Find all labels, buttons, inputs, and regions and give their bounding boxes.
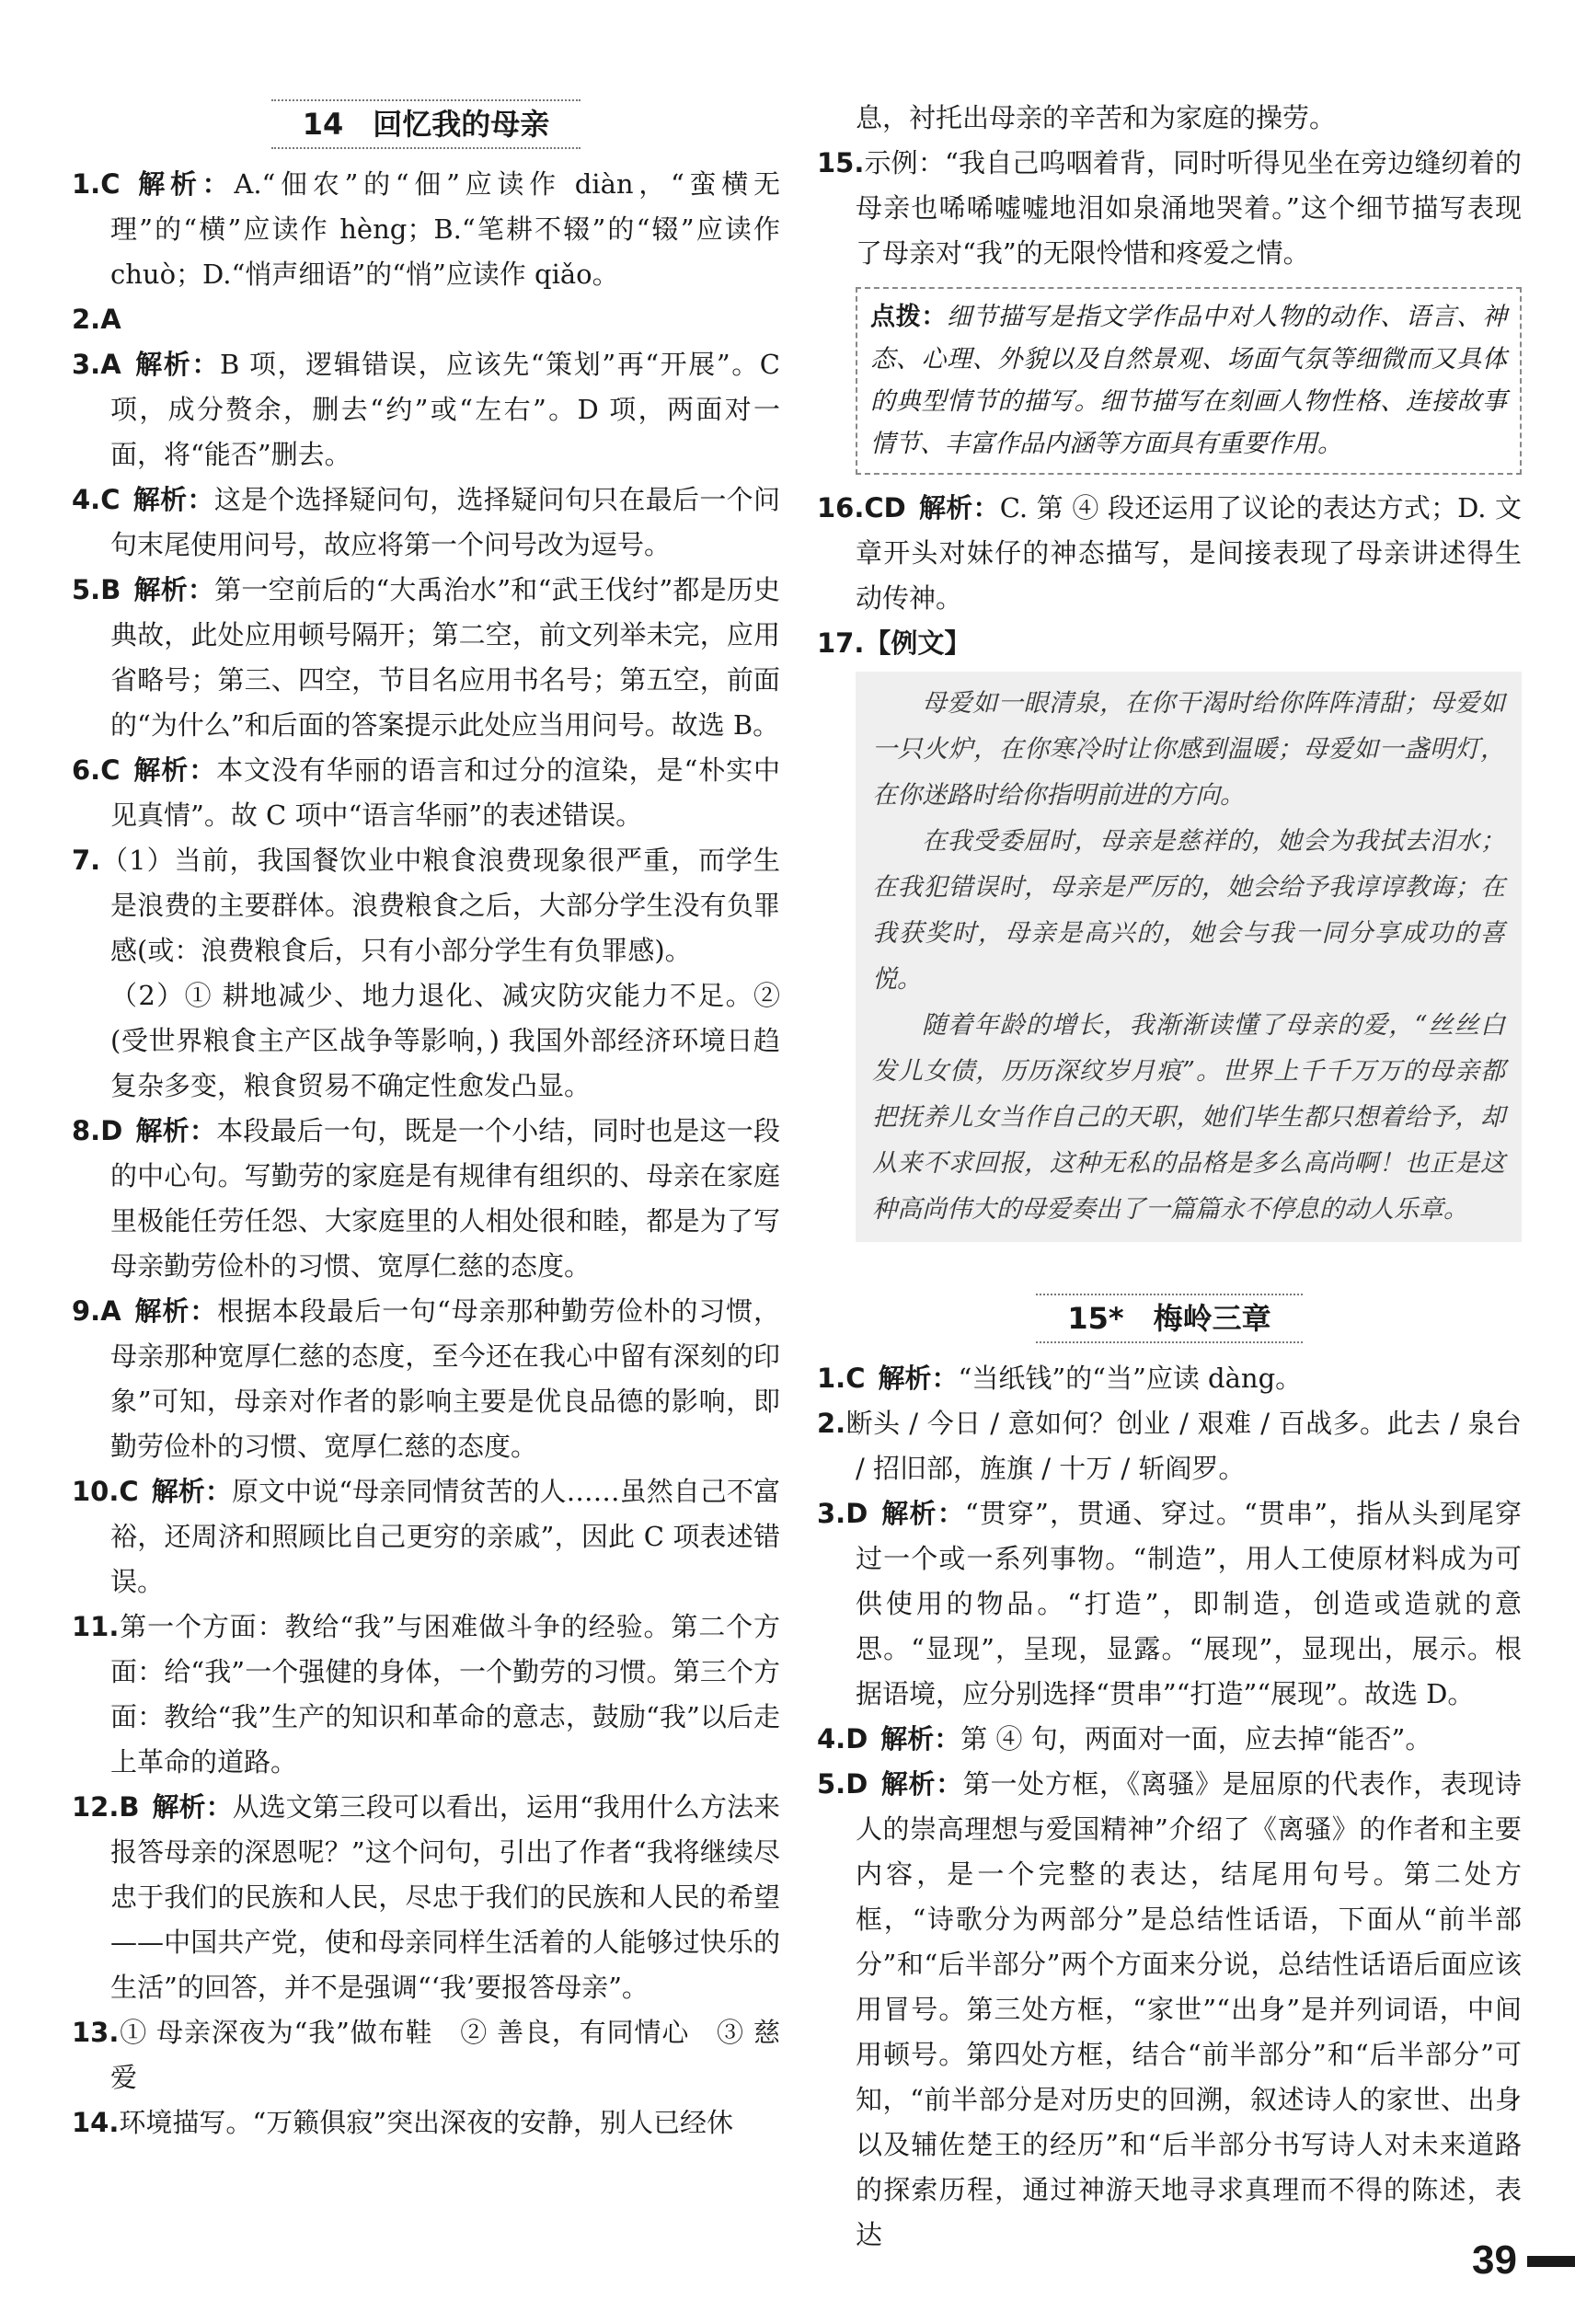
answer-item-13: 13.① 母亲深夜为“我”做布鞋 ② 善良，有同情心 ③ 慈爱 <box>72 2017 780 2093</box>
section-title-14: 14 回忆我的母亲 <box>271 99 581 149</box>
answer-item-9: 9.A 解析：根据本段最后一句“母亲那种勤劳俭朴的习惯，母亲那种宽厚仁慈的态度，至今还在我心中留有深刻的印象”可知，母亲对作者的影响主要是优良品德的影响，即勤劳俭朴的习惯、宽厚仁慈的态度。 <box>72 1295 780 1462</box>
answer-item-15-1: 1.C 解析：“当纸钱”的“当”应读 dàng。 <box>817 1363 1303 1394</box>
answer-item-3: 3.A 解析：B 项，逻辑错误，应该先“策划”再“开展”。C 项，成分赘余，删去“约”或“左右”。D 项，两面对一面，将“能否”删去。 <box>72 349 780 470</box>
answer-item-15-3: 3.D 解析：“贯穿”，贯通、穿过。“贯串”，指从头到尾穿过一个或一系列事物。“制造”，用人工使原材料成为可供使用的物品。“打造”，即制造，创造或造就的意思。“显现”，呈现，显露。“展现”，显现出，展示。根据语境，应分别选择“贯串”“打造”“展现”。故选 D。 <box>817 1498 1522 1709</box>
page-number: 39 <box>1472 2238 1517 2283</box>
tip-text: 细节描写是指文学作品中对人物的动作、语言、神态、心理、外貌以及自然景观、场面气氛等细微而又具体的典型情节的描写。细节描写在刻画人物性格、连接故事情节、丰富作品内涵等方面具有重要作用。 <box>870 303 1507 458</box>
answer-item-7: 7.（1）当前，我国餐饮业中粮食浪费现象很严重，而学生是浪费的主要群体。浪费粮食之后，大部分学生没有负罪感(或：浪费粮食后，只有小部分学生有负罪感)。 <box>72 845 780 966</box>
answer-item-16: 16.CD 解析：C. 第 ④ 段还运用了议论的表达方式；D. 文章开头对妹仔的神态描写，是间接表现了母亲讲述得生动传神。 <box>817 492 1522 614</box>
essay-paragraph: 随着年龄的增长，我渐渐读懂了母亲的爱，“丝丝白发儿女债，历历深纹岁月痕”。世界上千千万万的母亲都把抚养儿女当作自己的天职，她们毕生都只想着给予，却从来不求回报，这种无私的品格是多么高尚啊！也正是这种高尚伟大的母爱奏出了一篇篇永不停息的动人乐章。 <box>872 1011 1505 1224</box>
essay-paragraph: 母爱如一眼清泉，在你干渴时给你阵阵清甜；母爱如一只火炉，在你寒冷时让你感到温暖；母爱如一盏明灯，在你迷路时给你指明前进的方向。 <box>872 689 1505 810</box>
section-title-15: 15* 梅岭三章 <box>1036 1294 1302 1343</box>
sample-essay <box>856 672 1522 1242</box>
answer-item-14: 14.环境描写。“万籁俱寂”突出深夜的安静，别人已经休 <box>72 2107 734 2138</box>
answer-item-5: 5.B 解析：第一空前后的“大禹治水”和“武王伐纣”都是历史典故，此处应用顿号隔开；第二空，前文列举未完，应用省略号；第三、四空，节目名应用书名号；第五空，前面的“为什么”和后面的答案提示此处应当用问号。故选 B。 <box>72 574 780 741</box>
answer-item-7-part-2: （2）① 耕地减少、地力退化、减灾防灾能力不足。② (受世界粮食主产区战争等影响，) 我国外部经济环境日趋复杂多变，粮食贸易不确定性愈发凸显。 <box>110 980 780 1101</box>
page-number-bar <box>1527 2256 1575 2267</box>
answer-item-2: 2.A <box>72 304 121 335</box>
essay-paragraph: 在我受委屈时，母亲是慈祥的，她会为我拭去泪水；在我犯错误时，母亲是严厉的，她会给予我谆谆教诲；在我获奖时，母亲是高兴的，她会与我一同分享成功的喜悦。 <box>872 827 1505 994</box>
answer-item-17: 17.【例文】 <box>817 627 971 659</box>
answer-item-11: 11.第一个方面：教给“我”与困难做斗争的经验。第二个方面：给“我”一个强健的身体，一个勤劳的习惯。第三个方面：教给“我”生产的知识和革命的意志，鼓励“我”以后走上革命的道路。 <box>72 1611 780 1778</box>
right-column <box>817 96 1522 2258</box>
answer-item-10: 10.C 解析：原文中说“母亲同情贫苦的人……虽然自己不富裕，还周济和照顾比自己更穷的亲戚”，因此 C 项表述错误。 <box>72 1476 780 1597</box>
answer-item-8: 8.D 解析：本段最后一句，既是一个小结，同时也是这一段的中心句。写勤劳的家庭是有规律有组织的、母亲在家庭里极能任劳任怨、大家庭里的人相处很和睦，都是为了写母亲勤劳俭朴的习惯、宽厚仁慈的态度。 <box>72 1115 780 1282</box>
answer-item-4: 4.C 解析：这是个选择疑问句，选择疑问句只在最后一个问句末尾使用问号，故应将第一个问号改为逗号。 <box>72 484 780 560</box>
answer-item-1: 1.C 解析：A.“佃农”的“佃”应读作 diàn，“蛮横无理”的“横”应读作 hèng；B.“笔耕不辍”的“辍”应读作 chuò；D.“悄声细语”的“悄”应读作 qiǎo。 <box>72 168 780 290</box>
tip-box <box>856 287 1522 475</box>
left-column <box>72 99 780 2146</box>
answer-item-15-4: 4.D 解析：第 ④ 句，两面对一面，应去掉“能否”。 <box>817 1723 1432 1755</box>
answer-item-6: 6.C 解析：本文没有华丽的语言和过分的渲染，是“朴实中见真情”。故 C 项中“语言华丽”的表述错误。 <box>72 754 780 831</box>
answer-item-12: 12.B 解析：从选文第三段可以看出，运用“我用什么方法来报答母亲的深恩呢？”这个问句，引出了作者“我将继续尽忠于我们的民族和人民，尽忠于我们的民族和人民的希望——中国共产党，使和母亲同样生活着的人能够过快乐的生活”的回答，并不是强调“‘我’要报答母亲”。 <box>72 1791 780 2003</box>
answer-item-15-5: 5.D 解析：第一处方框，《离骚》是屈原的代表作，表现诗人的崇高理想与爱国精神”介绍了《离骚》的作者和主要内容，是一个完整的表达，结尾用句号。第二处方框，“诗歌分为两部分”是总结性话语，下面从“前半部分”和“后半部分”两个方面来分说，总结性话语后面应该用冒号。第三处方框，“家世”“出身”是并列词语，中间用顿号。第四处方框，结合“前半部分”和“后半部分”可知，“前半部分是对历史的回溯，叙述诗人的家世、出身以及辅佐楚王的经历”和“后半部分书写诗人对未来道路的探索历程，通过神游天地寻求真理而不得的陈述，表达 <box>817 1768 1522 2250</box>
answer-item-15-2: 2.断头 / 今日 / 意如何？创业 / 艰难 / 百战多。此去 / 泉台 / 招旧部，旌旗 / 十万 / 斩阎罗。 <box>817 1408 1522 1484</box>
answer-item-14-continued: 息，衬托出母亲的辛苦和为家庭的操劳。 <box>856 102 1337 133</box>
tip-label: 点拨： <box>870 303 948 331</box>
answer-item-15: 15.示例：“我自己呜咽着背，同时听得见坐在旁边缝纫着的母亲也唏唏嘘嘘地泪如泉涌地哭着。”这个细节描写表现了母亲对“我”的无限怜惜和疼爱之情。 <box>817 147 1522 269</box>
